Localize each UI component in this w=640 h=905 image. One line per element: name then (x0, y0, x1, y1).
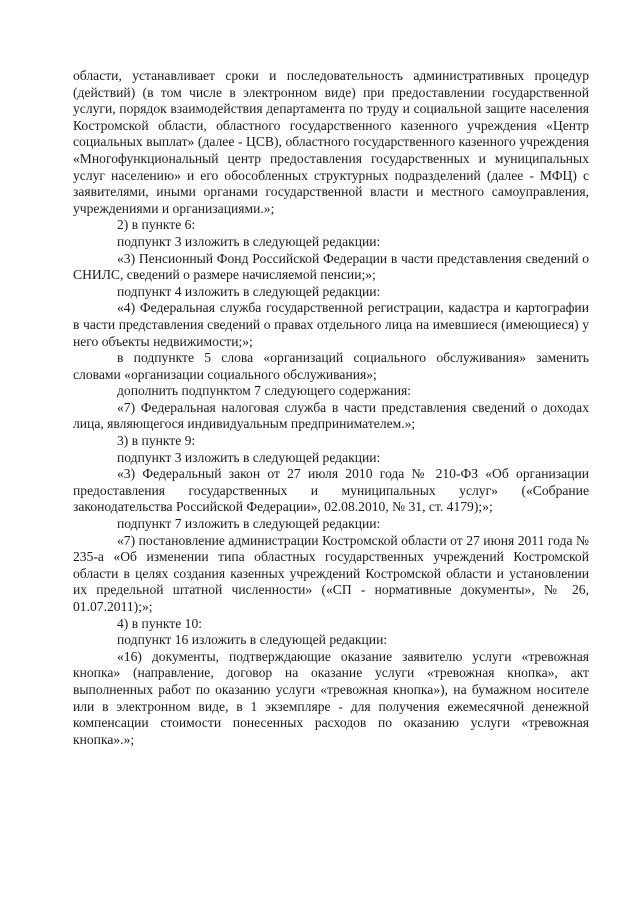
document-page (73, 68, 589, 748)
document-paragraph: подпункт 3 изложить в следующей редакции: (117, 449, 381, 465)
document-paragraph: «7) постановление администрации Костромской области от 27 июня 2011 года № 235-а «Об изменении типа областных государственных учреждений Костромской области в целях создания казенных учреждений Костромской области и установлении их предельной штатной численности» («СП - нормативные документы», № 26, 01.07.2011);»; (73, 532, 589, 614)
document-paragraph: 4) в пункте 10: (117, 615, 203, 631)
document-paragraph: 3) в пункте 9: (117, 433, 196, 449)
document-paragraph: «7) Федеральная налоговая служба в части представления сведений о доходах лица, являющегося индивидуальным предпринимателем.»; (73, 399, 589, 432)
document-paragraph: дополнить подпунктом 7 следующего содержания: (117, 383, 412, 399)
document-paragraph: «16) документы, подтверждающие оказание заявителю услуги «тревожная кнопка» (направление, договор на оказание услуги «тревожная кнопка», акт выполненных работ по оказанию услуги «тревожная кнопка»), на бумажном носителе или в электронном виде, в 1 экземпляре - для получения ежемесячной денежной компенсации стоимости понесенных расходов по оказанию услуги «тревожная кнопка».»; (73, 648, 589, 747)
document-paragraph: области, устанавливает сроки и последовательность административных процедур (действий) (в том числе в электронном виде) при предоставлении государственной услуги, порядок взаимодействия департамента по труду и социальной защите населения Костромской области, областного государственного казенного учреждения «Центр социальных выплат» (далее - ЦСВ), областного государственного казенного учреждения «Многофункциональный центр предоставления государственных и муниципальных услуг населению» и его обособленных структурных подразделений (далее - МФЦ) с заявителями, иными органами государственной власти и местного самоуправления, учреждениями и организациями.»; (73, 68, 589, 216)
document-paragraph: подпункт 3 изложить в следующей редакции: (117, 233, 381, 249)
document-paragraph: подпункт 7 изложить в следующей редакции: (117, 516, 381, 532)
document-paragraph: 2) в пункте 6: (117, 217, 196, 233)
document-paragraph: подпункт 16 изложить в следующей редакции: (117, 632, 388, 648)
document-paragraph: подпункт 4 изложить в следующей редакции: (117, 283, 381, 299)
document-paragraph: «3) Пенсионный Фонд Российской Федерации в части представления сведений о СНИЛС, сведений о размере начисляемой пенсии;»; (73, 250, 589, 283)
document-paragraph: «4) Федеральная служба государственной регистрации, кадастра и картографии в части представления сведений о правах отдельного лица на имевшиеся (имеющиеся) у него объекты недвижимости;»; (73, 300, 589, 349)
document-paragraph: «3) Федеральный закон от 27 июля 2010 года № 210-ФЗ «Об организации предоставления государственных и муниципальных услуг» («Собрание законодательства Российской Федерации», 02.08.2010, № 31, ст. 4179);»; (73, 466, 589, 515)
document-paragraph: в подпункте 5 слова «организаций социального обслуживания» заменить словами «организации социального обслуживания»; (73, 350, 589, 382)
